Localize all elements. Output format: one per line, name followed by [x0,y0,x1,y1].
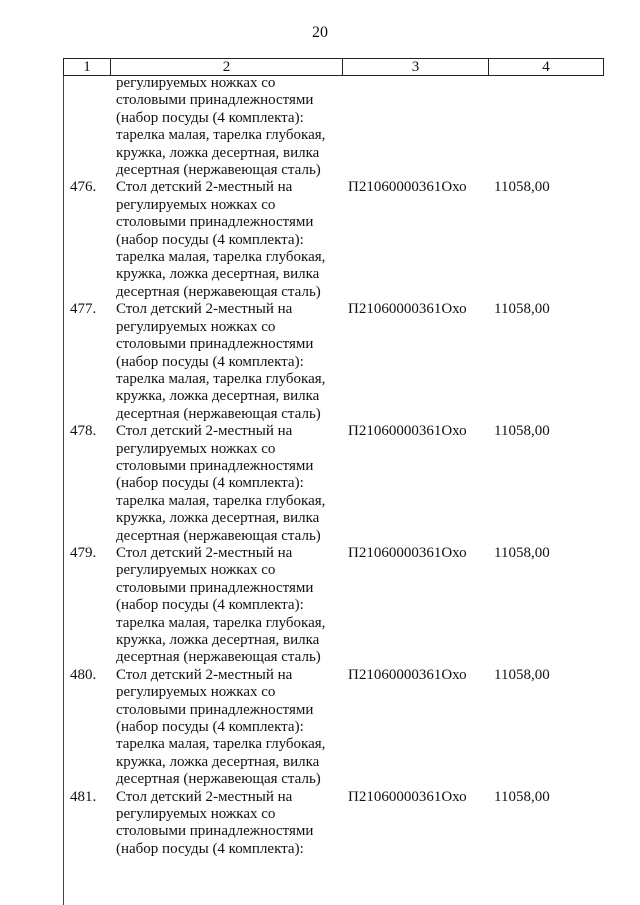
row-number: 477. [70,301,97,318]
description-line: десертная (нержавеющая сталь) [116,771,321,788]
description-line: тарелка малая, тарелка глубокая, [116,492,326,509]
row-number: 480. [70,666,97,683]
row-description [116,545,348,667]
description-line: (набор посуды (4 комплекта): [116,109,304,126]
description-line: тарелка малая, тарелка глубокая, [116,127,326,144]
description-line: столовыми принадлежностями [116,823,314,840]
description-line: столовыми принадлежностями [116,214,314,231]
table-row [0,179,640,301]
description-line: (набор посуды (4 комплекта): [116,597,304,614]
row-number: 479. [70,544,97,561]
description-line: кружка, ложка десертная, вилка [116,266,320,283]
description-line: тарелка малая, тарелка глубокая, [116,736,326,753]
description-line: (набор посуды (4 комплекта): [116,719,304,736]
row-description [116,667,348,789]
row-number: 478. [70,423,97,440]
row-code: П21060000361Охо [348,301,467,318]
description-line: десертная (нержавеющая сталь) [116,162,321,179]
description-line: (набор посуды (4 комплекта): [116,231,304,248]
row-number: 481. [70,788,97,805]
description-line: Стол детский 2-местный на [116,544,293,561]
row-price: 11058,00 [494,179,550,196]
description-line: столовыми принадлежностями [116,336,314,353]
row-price: 11058,00 [494,544,550,561]
continuation-description [116,75,348,179]
table-row [0,667,640,789]
description-line: регулируемых ножках со [116,440,276,457]
row-code: П21060000361Охо [348,179,467,196]
row-description [116,423,348,545]
column-header-3: 3 [343,59,489,75]
description-line: кружка, ложка десертная, вилка [116,753,320,770]
description-line: кружка, ложка десертная, вилка [116,144,320,161]
description-line: Стол детский 2-местный на [116,179,293,196]
table-row [0,789,640,859]
description-line: Стол детский 2-местный на [116,301,293,318]
description-line: столовыми принадлежностями [116,92,314,109]
description-line: десертная (нержавеющая сталь) [116,283,321,300]
description-line: Стол детский 2-местный на [116,788,293,805]
table-row [0,301,640,423]
description-line: десертная (нержавеющая сталь) [116,649,321,666]
continuation-row [0,75,640,179]
description-line: регулируемых ножках со [116,75,276,91]
row-description [116,789,348,859]
row-description [116,301,348,423]
description-line: десертная (нержавеющая сталь) [116,405,321,422]
description-line: десертная (нержавеющая сталь) [116,527,321,544]
description-line: кружка, ложка десертная, вилка [116,510,320,527]
row-code: П21060000361Охо [348,666,467,683]
description-line: столовыми принадлежностями [116,701,314,718]
description-line: кружка, ложка десертная, вилка [116,632,320,648]
description-line: регулируемых ножках со [116,806,276,823]
column-header-4: 4 [542,59,550,75]
description-line: (набор посуды (4 комплекта): [116,840,304,857]
description-line: столовыми принадлежностями [116,457,314,474]
table-row [0,423,640,545]
description-line: (набор посуды (4 комплекта): [116,353,304,370]
description-line: (набор посуды (4 комплекта): [116,475,304,492]
table-row [0,545,640,667]
table-body [0,75,640,858]
row-price: 11058,00 [494,788,550,805]
row-description [116,179,348,301]
description-line: кружка, ложка десертная, вилка [116,388,320,405]
description-line: регулируемых ножках со [116,684,276,701]
row-price: 11058,00 [494,666,550,683]
description-line: регулируемых ножках со [116,562,276,579]
row-price: 11058,00 [494,301,550,318]
row-price: 11058,00 [494,423,550,440]
row-code: П21060000361Охо [348,788,467,805]
description-line: столовыми принадлежностями [116,579,314,596]
row-code: П21060000361Охо [348,544,467,561]
table-header [63,58,604,76]
row-number: 476. [70,179,97,196]
description-line: тарелка малая, тарелка глубокая, [116,614,326,631]
description-line: регулируемых ножках со [116,196,276,213]
description-line: регулируемых ножках со [116,318,276,335]
column-header-1: 1 [64,59,111,75]
description-line: Стол детский 2-местный на [116,666,293,683]
description-line: тарелка малая, тарелка глубокая, [116,249,326,266]
description-line: тарелка малая, тарелка глубокая, [116,370,326,387]
description-line: Стол детский 2-местный на [116,423,293,440]
page-number: 20 [312,24,328,41]
column-header-2: 2 [111,59,343,75]
row-code: П21060000361Охо [348,423,467,440]
